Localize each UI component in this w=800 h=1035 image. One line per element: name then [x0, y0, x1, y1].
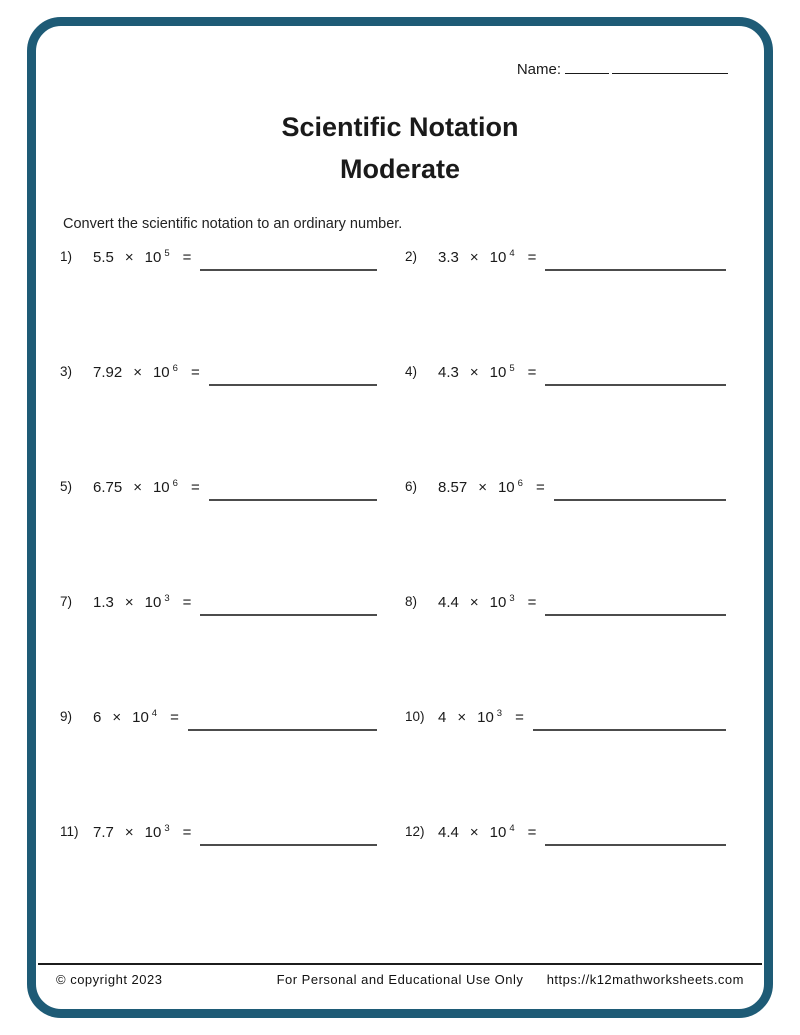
- problem-expression: [438, 247, 536, 271]
- problem-expression: [438, 707, 524, 731]
- coefficient: 5.5: [93, 249, 114, 266]
- base: 10: [152, 364, 170, 381]
- answer-blank: [200, 822, 377, 846]
- problem-row-3: [60, 362, 377, 386]
- problem-number: 4): [405, 364, 418, 379]
- problem-row-10: [405, 707, 726, 731]
- name-blank-line: [565, 60, 609, 74]
- problem-expression: [438, 362, 536, 386]
- answer-blank: [545, 822, 726, 846]
- exponent: 5: [164, 248, 170, 259]
- name-field: [517, 60, 728, 78]
- exponent: 6: [172, 363, 178, 374]
- answer-blank: [545, 362, 726, 386]
- exponent: 4: [151, 708, 158, 719]
- coefficient: 4.4: [438, 824, 459, 841]
- equals-sign: =: [182, 824, 192, 841]
- multiply-sign: ×: [133, 479, 142, 496]
- problem-number: 12): [405, 824, 425, 839]
- multiply-sign: ×: [469, 824, 479, 841]
- base: 10: [489, 249, 507, 266]
- equals-sign: =: [527, 594, 537, 611]
- answer-blank: [209, 477, 377, 501]
- equals-sign: =: [170, 709, 179, 726]
- problem-expression: [93, 477, 200, 501]
- multiply-sign: ×: [469, 249, 479, 266]
- title-line-1: Scientific Notation: [281, 112, 519, 142]
- exponent: 4: [509, 248, 515, 259]
- exponent: 6: [517, 478, 523, 489]
- base: 10: [489, 364, 507, 381]
- answer-blank: [545, 592, 726, 616]
- problem-row-4: [405, 362, 726, 386]
- multiply-sign: ×: [124, 249, 134, 266]
- problem-row-12: [405, 822, 726, 846]
- coefficient: 4: [438, 709, 447, 726]
- worksheet-title: [0, 106, 800, 190]
- problem-expression: [438, 477, 545, 501]
- multiply-sign: ×: [124, 824, 134, 841]
- base: 10: [152, 479, 170, 496]
- exponent: 3: [496, 708, 503, 719]
- base: 10: [489, 824, 507, 841]
- problem-expression: [438, 822, 536, 846]
- problem-expression: [438, 592, 536, 616]
- equals-sign: =: [182, 249, 192, 266]
- multiply-sign: ×: [133, 364, 142, 381]
- problem-row-6: [405, 477, 726, 501]
- problem-expression: [93, 247, 191, 271]
- answer-blank: [188, 707, 377, 731]
- answer-blank: [545, 247, 726, 271]
- equals-sign: =: [190, 364, 200, 381]
- coefficient: 6: [93, 709, 102, 726]
- usage-text: For Personal and Educational Use Only: [276, 972, 524, 987]
- problem-row-5: [60, 477, 377, 501]
- coefficient: 4.3: [438, 364, 459, 381]
- problem-row-11: [60, 822, 377, 846]
- exponent: 3: [509, 593, 515, 604]
- equals-sign: =: [527, 364, 537, 381]
- footer-divider: [38, 963, 762, 965]
- problem-number: 5): [60, 479, 73, 494]
- name-blank-line: [612, 60, 728, 74]
- multiply-sign: ×: [112, 709, 122, 726]
- problem-number: 10): [405, 709, 425, 724]
- coefficient: 1.3: [93, 594, 114, 611]
- coefficient: 6.75: [93, 479, 123, 496]
- problem-number: 11): [60, 824, 79, 839]
- problems-grid: [60, 247, 726, 937]
- problem-number: 8): [405, 594, 418, 609]
- coefficient: 8.57: [438, 479, 468, 496]
- multiply-sign: ×: [478, 479, 487, 496]
- base: 10: [477, 709, 494, 726]
- problem-row-2: [405, 247, 726, 271]
- problem-row-7: [60, 592, 377, 616]
- equals-sign: =: [182, 594, 192, 611]
- exponent: 3: [164, 823, 170, 834]
- coefficient: 4.4: [438, 594, 459, 611]
- equals-sign: =: [190, 479, 200, 496]
- problem-row-1: [60, 247, 377, 271]
- answer-blank: [209, 362, 377, 386]
- base: 10: [132, 709, 149, 726]
- problem-number: 2): [405, 249, 418, 264]
- name-label: Name:: [516, 61, 561, 78]
- multiply-sign: ×: [469, 364, 479, 381]
- copyright-text: © copyright 2023: [56, 972, 163, 987]
- base: 10: [144, 824, 162, 841]
- problem-number: 9): [60, 709, 73, 724]
- equals-sign: =: [527, 824, 537, 841]
- multiply-sign: ×: [469, 594, 479, 611]
- coefficient: 3.3: [438, 249, 459, 266]
- exponent: 3: [164, 593, 170, 604]
- base: 10: [489, 594, 507, 611]
- answer-blank: [554, 477, 726, 501]
- base: 10: [144, 594, 162, 611]
- problem-number: 7): [60, 594, 73, 609]
- problem-expression: [93, 822, 191, 846]
- problem-number: 1): [60, 249, 73, 264]
- coefficient: 7.7: [93, 824, 114, 841]
- problem-row-8: [405, 592, 726, 616]
- exponent: 4: [509, 823, 515, 834]
- problem-expression: [93, 362, 200, 386]
- title-line-2: Moderate: [339, 154, 461, 184]
- exponent: 5: [509, 363, 515, 374]
- problem-number: 6): [405, 479, 418, 494]
- coefficient: 7.92: [93, 364, 123, 381]
- multiply-sign: ×: [124, 594, 134, 611]
- base: 10: [144, 249, 162, 266]
- answer-blank: [533, 707, 726, 731]
- problem-expression: [93, 707, 179, 731]
- base: 10: [497, 479, 515, 496]
- problem-expression: [93, 592, 191, 616]
- answer-blank: [200, 247, 377, 271]
- instruction-text: Convert the scientific notation to an ordinary number.: [63, 216, 403, 232]
- problem-number: 3): [60, 364, 73, 379]
- equals-sign: =: [527, 249, 537, 266]
- answer-blank: [200, 592, 377, 616]
- equals-sign: =: [515, 709, 524, 726]
- website-url[interactable]: https://k12mathworksheets.com: [546, 972, 744, 987]
- multiply-sign: ×: [457, 709, 467, 726]
- equals-sign: =: [535, 479, 545, 496]
- problem-row-9: [60, 707, 377, 731]
- exponent: 6: [172, 478, 178, 489]
- footer: [38, 972, 762, 990]
